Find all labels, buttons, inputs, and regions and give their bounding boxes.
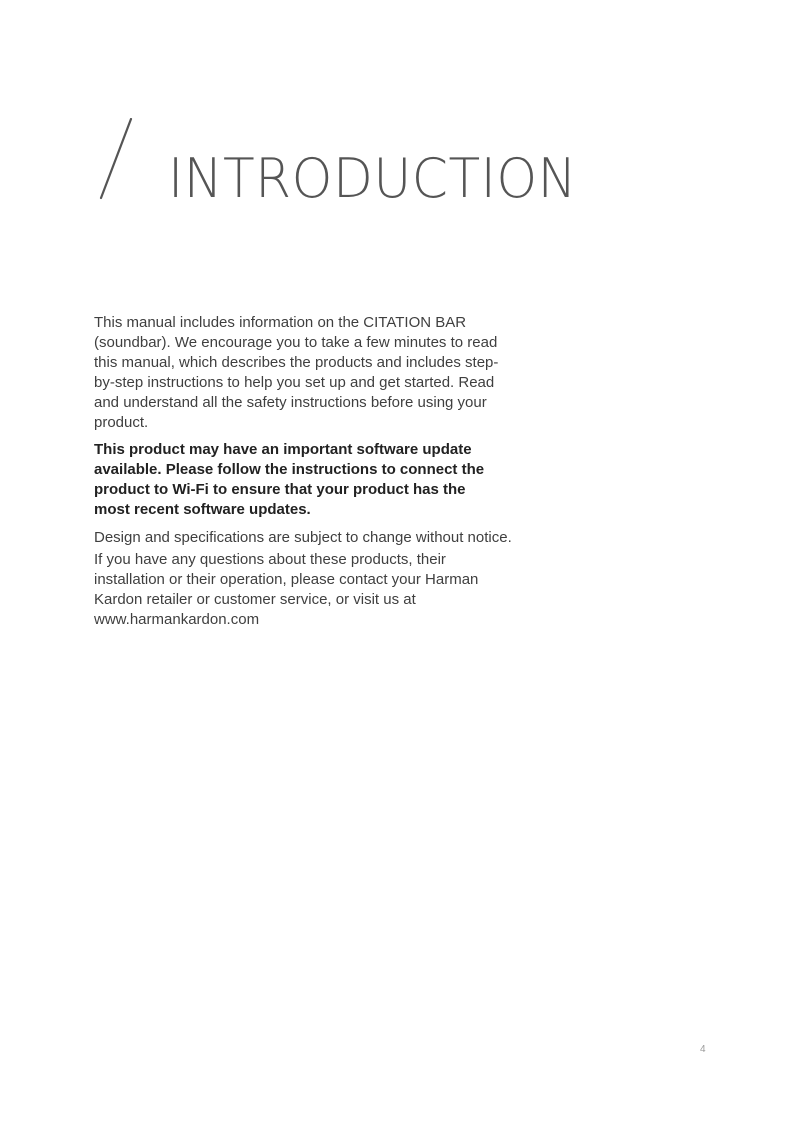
title-slash-decoration — [99, 118, 139, 200]
body-content — [94, 313, 524, 630]
contact-paragraph: If you have any questions about these products, their installation or their operation, please contact your Harman Kardon retailer or customer service, or visit us at www.harmankardon.com — [94, 551, 479, 628]
design-disclaimer: Design and specifications are subject to change without notice. — [94, 529, 512, 546]
intro-paragraph: This manual includes information on the CITATION BAR (soundbar). We encourage you to take a few minutes to read this manual, which describes the products and includes step-by-step instructions to help you set up and get started. Read and understand all the safety instructions before using your product. — [94, 314, 499, 431]
page-number: 4 — [700, 1044, 706, 1055]
software-update-notice: This product may have an important software update available. Please follow the instructions to connect the product to Wi-Fi to ensure that your product has the most recent software updates. — [94, 441, 485, 518]
page-title: INTRODUCTION — [168, 147, 577, 210]
